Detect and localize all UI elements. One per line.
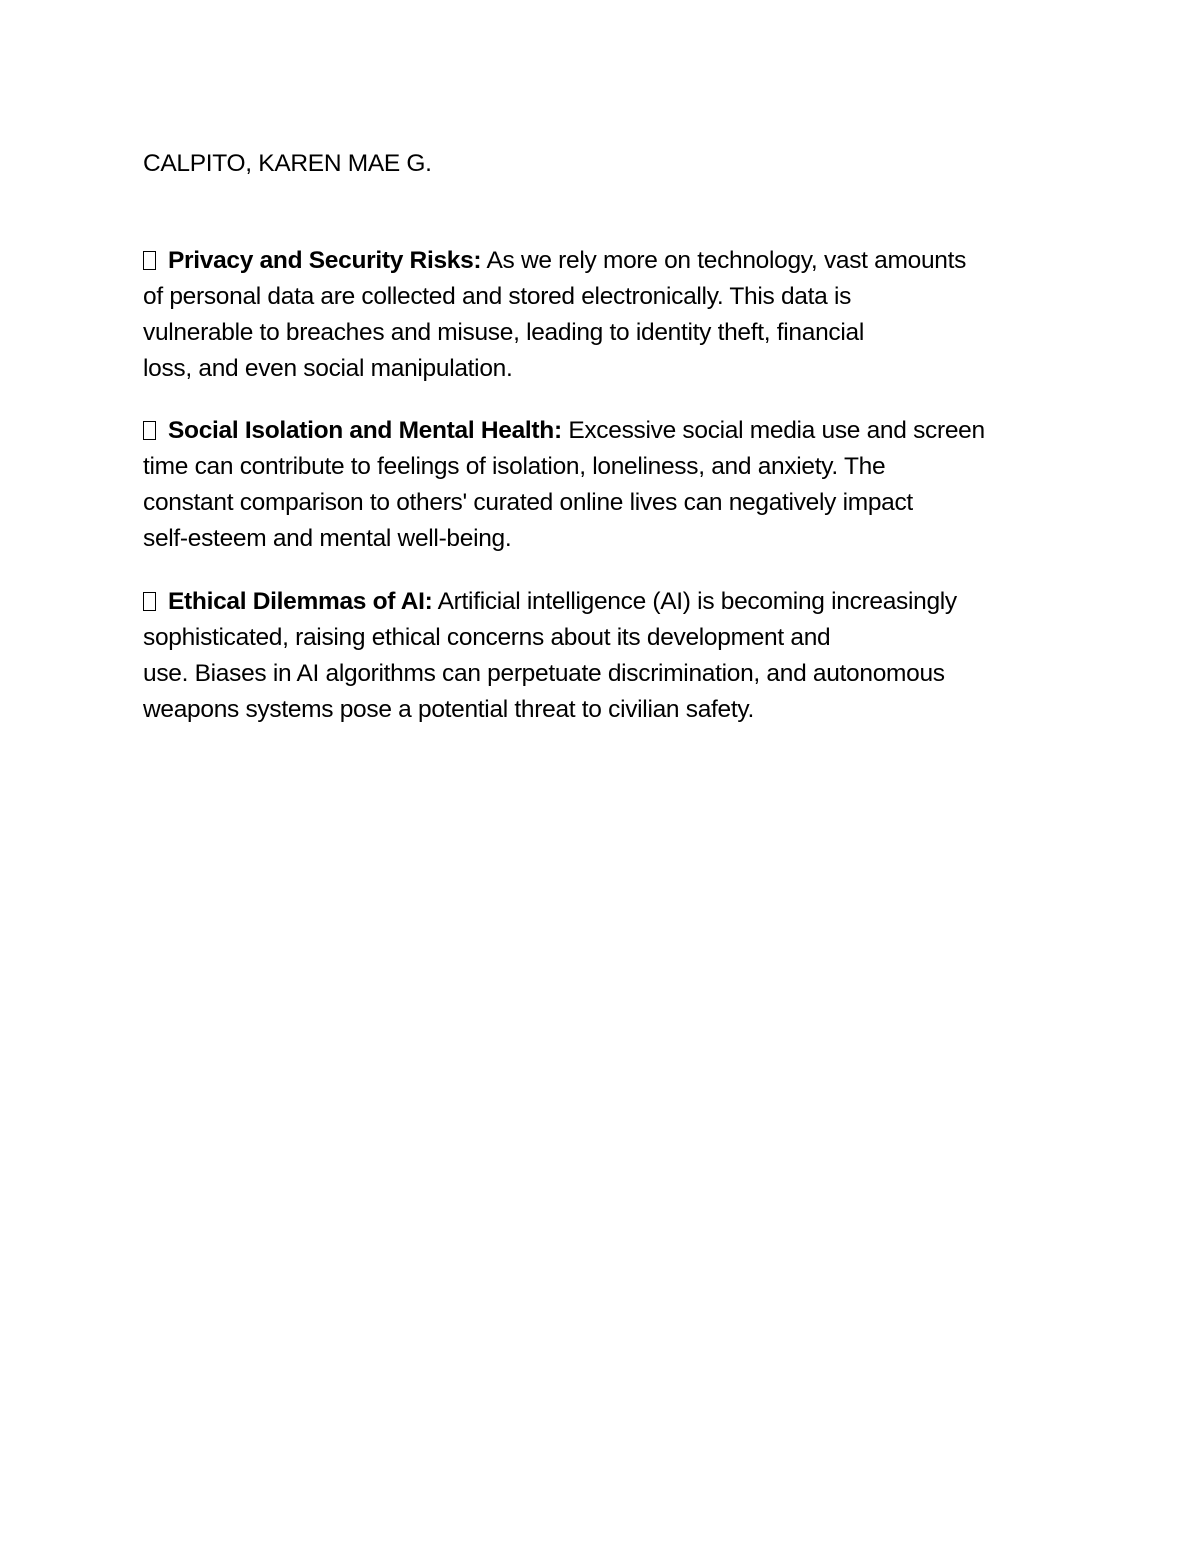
section-privacy-security (143, 243, 1073, 387)
section-first-line (143, 413, 1073, 449)
section-text-line: constant comparison to others' curated online lives can negatively impact (143, 489, 913, 516)
section-text-line: time can contribute to feelings of isolation, loneliness, and anxiety. The (143, 453, 886, 480)
section-text-line: Artificial intelligence (AI) is becoming increasingly (432, 588, 957, 615)
section-text-line: weapons systems pose a potential threat to civilian safety. (143, 696, 755, 723)
section-social-isolation (143, 413, 1073, 557)
section-text-line: sophisticated, raising ethical concerns about its development and (143, 624, 831, 651)
section-heading: Privacy and Security Risks: (168, 247, 482, 274)
section-text-line: of personal data are collected and stored electronically. This data is (143, 283, 852, 310)
section-heading: Social Isolation and Mental Health: (168, 417, 562, 444)
section-text-line: vulnerable to breaches and misuse, leading to identity theft, financial (143, 319, 864, 346)
section-first-line (143, 584, 1073, 620)
section-text-line: use. Biases in AI algorithms can perpetuate discrimination, and autonomous (143, 660, 945, 687)
missing-glyph-box-icon (143, 592, 156, 611)
section-text-line: self-esteem and mental well-being. (143, 525, 512, 552)
missing-glyph-box-icon (143, 421, 156, 440)
section-text-line: Excessive social media use and screen (561, 417, 985, 444)
section-first-line (143, 243, 1073, 279)
section-text-line: loss, and even social manipulation. (143, 355, 513, 382)
author-name: CALPITO, KAREN MAE G. (143, 150, 432, 177)
section-text-line: As we rely more on technology, vast amounts (481, 247, 967, 274)
section-ethical-dilemmas (143, 584, 1073, 728)
section-heading: Ethical Dilemmas of AI: (168, 588, 433, 615)
missing-glyph-box-icon (143, 251, 156, 270)
